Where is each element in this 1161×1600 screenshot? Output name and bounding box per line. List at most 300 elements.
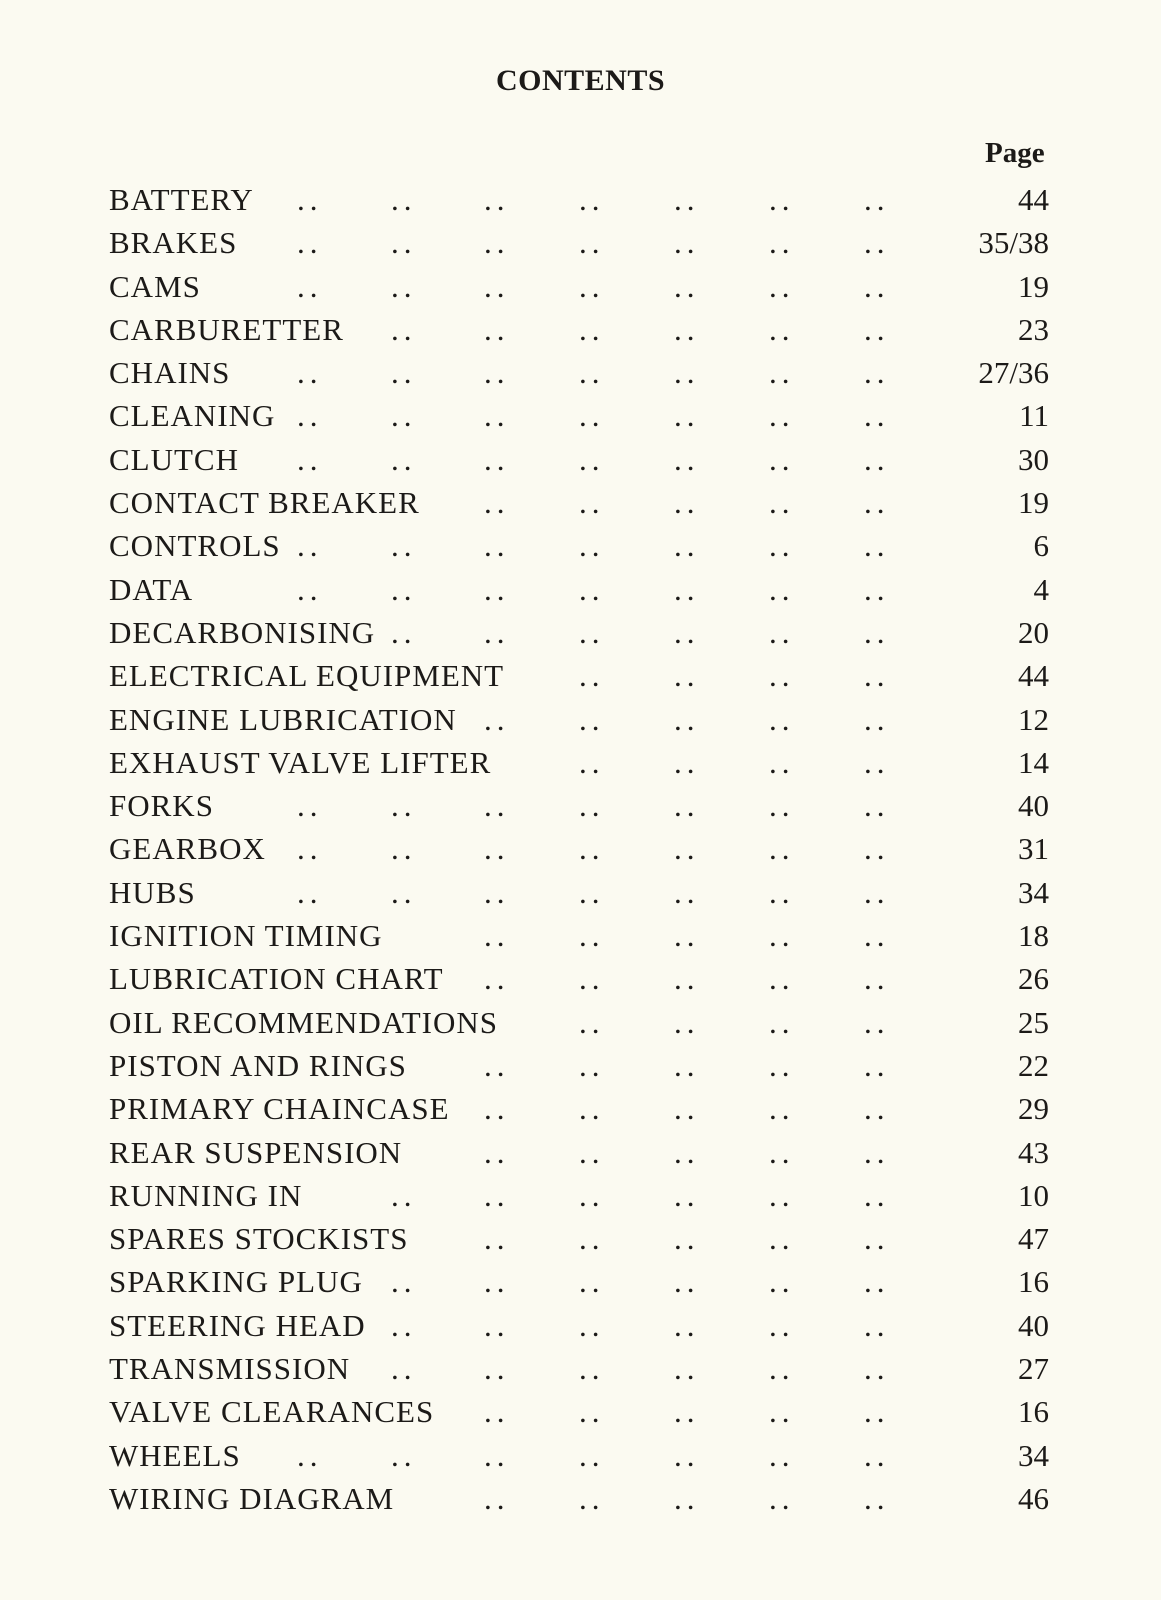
leader-dots: .. (391, 1307, 417, 1343)
leader-dots: .. (864, 441, 890, 477)
dot-leader (109, 1217, 1049, 1260)
contents-entry (109, 1260, 1049, 1303)
entry-page-number: 12 (1018, 701, 1049, 737)
entry-label: WHEELS (109, 1437, 241, 1473)
entry-page-number: 16 (1018, 1394, 1049, 1430)
entry-page-number: 27/36 (978, 355, 1049, 391)
leader-dots: .. (297, 441, 323, 477)
dot-leader (109, 784, 1049, 827)
dot-leader (109, 1434, 1049, 1477)
leader-dots: .. (769, 614, 795, 650)
leader-dots: .. (391, 831, 417, 867)
entry-label: SPARKING PLUG (109, 1264, 363, 1300)
entry-label: PISTON AND RINGS (109, 1047, 407, 1083)
entry-label: BRAKES (109, 225, 238, 261)
leader-dots: .. (769, 225, 795, 261)
leader-dots: .. (864, 398, 890, 434)
leader-dots: .. (579, 961, 605, 997)
entry-label: FORKS (109, 788, 214, 824)
entry-label: ENGINE LUBRICATION (109, 701, 457, 737)
entry-page-number: 43 (1018, 1134, 1049, 1170)
leader-dots: .. (674, 355, 700, 391)
leader-dots: .. (391, 1437, 417, 1473)
dot-leader (109, 827, 1049, 870)
entry-label: CONTROLS (109, 528, 281, 564)
entry-label: CHAINS (109, 355, 231, 391)
dot-leader (109, 1477, 1049, 1520)
leader-dots: .. (769, 571, 795, 607)
dot-leader (109, 1390, 1049, 1433)
leader-dots: .. (864, 1437, 890, 1473)
leader-dots: .. (484, 182, 510, 217)
leader-dots: .. (297, 1437, 323, 1473)
leader-dots: .. (579, 1047, 605, 1083)
leader-dots: .. (484, 1221, 510, 1257)
leader-dots: .. (579, 918, 605, 954)
leader-dots: .. (484, 614, 510, 650)
leader-dots: .. (674, 701, 700, 737)
entry-page-number: 14 (1018, 744, 1049, 780)
leader-dots: .. (674, 1091, 700, 1127)
leader-dots: .. (484, 225, 510, 261)
entry-label: WIRING DIAGRAM (109, 1480, 395, 1516)
leader-dots: .. (484, 528, 510, 564)
entry-page-number: 44 (1018, 658, 1049, 694)
leader-dots: .. (864, 311, 890, 347)
dot-leader (109, 1044, 1049, 1087)
dot-leader (109, 1001, 1049, 1044)
leader-dots: .. (769, 182, 795, 217)
entry-page-number: 18 (1018, 918, 1049, 954)
leader-dots: .. (579, 528, 605, 564)
entry-label: IGNITION TIMING (109, 918, 383, 954)
entry-label: VALVE CLEARANCES (109, 1394, 435, 1430)
contents-entry (109, 611, 1049, 654)
leader-dots: .. (391, 441, 417, 477)
leader-dots: .. (297, 398, 323, 434)
leader-dots: .. (864, 1264, 890, 1300)
entry-label: CONTACT BREAKER (109, 485, 420, 521)
entry-page-number: 34 (1018, 1437, 1049, 1473)
leader-dots: .. (579, 1134, 605, 1170)
leader-dots: .. (864, 485, 890, 521)
leader-dots: .. (864, 1307, 890, 1343)
leader-dots: .. (579, 1394, 605, 1430)
page-column-header: Page (985, 137, 1045, 169)
dot-leader (109, 221, 1049, 264)
leader-dots: .. (484, 1351, 510, 1387)
leader-dots: .. (391, 398, 417, 434)
leader-dots: .. (769, 701, 795, 737)
contents-entry (109, 1217, 1049, 1260)
leader-dots: .. (674, 528, 700, 564)
leader-dots: .. (579, 1437, 605, 1473)
leader-dots: .. (769, 355, 795, 391)
leader-dots: .. (769, 528, 795, 564)
entry-label: CLEANING (109, 398, 276, 434)
entry-page-number: 19 (1018, 485, 1049, 521)
leader-dots: .. (864, 701, 890, 737)
entry-page-number: 6 (1033, 528, 1049, 564)
contents-entry (109, 698, 1049, 741)
leader-dots: .. (864, 225, 890, 261)
contents-entry (109, 481, 1049, 524)
entry-label: SPARES STOCKISTS (109, 1221, 409, 1257)
leader-dots: .. (864, 1134, 890, 1170)
contents-entry (109, 178, 1049, 221)
entry-page-number: 16 (1018, 1264, 1049, 1300)
leader-dots: .. (769, 1480, 795, 1516)
leader-dots: .. (579, 831, 605, 867)
contents-entry (109, 1434, 1049, 1477)
leader-dots: .. (674, 961, 700, 997)
contents-entry (109, 784, 1049, 827)
leader-dots: .. (391, 182, 417, 217)
dot-leader (109, 611, 1049, 654)
leader-dots: .. (769, 1264, 795, 1300)
leader-dots: .. (579, 614, 605, 650)
contents-entry (109, 524, 1049, 567)
leader-dots: .. (484, 1437, 510, 1473)
leader-dots: .. (769, 485, 795, 521)
leader-dots: .. (864, 571, 890, 607)
dot-leader (109, 308, 1049, 351)
leader-dots: .. (674, 1264, 700, 1300)
leader-dots: .. (579, 311, 605, 347)
entry-label: PRIMARY CHAINCASE (109, 1091, 450, 1127)
leader-dots: .. (864, 528, 890, 564)
leader-dots: .. (484, 1394, 510, 1430)
dot-leader (109, 1304, 1049, 1347)
contents-entry (109, 827, 1049, 870)
leader-dots: .. (864, 744, 890, 780)
dot-leader (109, 178, 1049, 221)
dot-leader (109, 1260, 1049, 1303)
contents-entry (109, 1390, 1049, 1433)
entry-page-number: 26 (1018, 961, 1049, 997)
leader-dots: .. (674, 658, 700, 694)
leader-dots: .. (579, 744, 605, 780)
leader-dots: .. (484, 1307, 510, 1343)
entry-label: EXHAUST VALVE LIFTER (109, 744, 492, 780)
leader-dots: .. (864, 1177, 890, 1213)
leader-dots: .. (864, 182, 890, 217)
contents-entry (109, 1044, 1049, 1087)
leader-dots: .. (769, 1351, 795, 1387)
dot-leader (109, 524, 1049, 567)
leader-dots: .. (864, 1004, 890, 1040)
leader-dots: .. (769, 441, 795, 477)
leader-dots: .. (674, 1221, 700, 1257)
leader-dots: .. (297, 831, 323, 867)
leader-dots: .. (579, 1091, 605, 1127)
leader-dots: .. (864, 1047, 890, 1083)
contents-entry (109, 568, 1049, 611)
leader-dots: .. (391, 874, 417, 910)
leader-dots: .. (674, 1480, 700, 1516)
dot-leader (109, 265, 1049, 308)
leader-dots: .. (769, 1437, 795, 1473)
leader-dots: .. (674, 1351, 700, 1387)
leader-dots: .. (769, 1134, 795, 1170)
entry-page-number: 19 (1018, 268, 1049, 304)
entry-page-number: 11 (1019, 398, 1049, 434)
leader-dots: .. (769, 1307, 795, 1343)
entry-page-number: 20 (1018, 614, 1049, 650)
entry-page-number: 31 (1018, 831, 1049, 867)
contents-entry (109, 957, 1049, 1000)
leader-dots: .. (769, 311, 795, 347)
leader-dots: .. (674, 1437, 700, 1473)
leader-dots: .. (769, 744, 795, 780)
leader-dots: .. (864, 355, 890, 391)
leader-dots: .. (484, 961, 510, 997)
leader-dots: .. (484, 874, 510, 910)
leader-dots: .. (769, 658, 795, 694)
leader-dots: .. (769, 1177, 795, 1213)
entry-label: STEERING HEAD (109, 1307, 366, 1343)
leader-dots: .. (579, 788, 605, 824)
leader-dots: .. (391, 1177, 417, 1213)
entry-label: LUBRICATION CHART (109, 961, 444, 997)
dot-leader (109, 914, 1049, 957)
contents-entry (109, 265, 1049, 308)
entry-page-number: 35/38 (978, 225, 1049, 261)
leader-dots: .. (391, 268, 417, 304)
leader-dots: .. (297, 225, 323, 261)
dot-leader (109, 351, 1049, 394)
contents-entry (109, 654, 1049, 697)
leader-dots: .. (769, 398, 795, 434)
leader-dots: .. (297, 571, 323, 607)
leader-dots: .. (484, 268, 510, 304)
contents-entry (109, 914, 1049, 957)
contents-entry (109, 741, 1049, 784)
leader-dots: .. (391, 1351, 417, 1387)
leader-dots: .. (864, 1351, 890, 1387)
contents-entry (109, 438, 1049, 481)
entry-page-number: 23 (1018, 311, 1049, 347)
leader-dots: .. (484, 1264, 510, 1300)
entry-label: CLUTCH (109, 441, 239, 477)
contents-entry (109, 1174, 1049, 1217)
dot-leader (109, 871, 1049, 914)
entry-label: DATA (109, 571, 194, 607)
contents-entry (109, 1304, 1049, 1347)
leader-dots: .. (297, 528, 323, 564)
leader-dots: .. (769, 1004, 795, 1040)
leader-dots: .. (864, 614, 890, 650)
leader-dots: .. (484, 1480, 510, 1516)
page-title: CONTENTS (495, 64, 666, 97)
leader-dots: .. (864, 658, 890, 694)
leader-dots: .. (674, 918, 700, 954)
contents-entry (109, 1087, 1049, 1130)
dot-leader (109, 654, 1049, 697)
leader-dots: .. (579, 1221, 605, 1257)
leader-dots: .. (484, 1177, 510, 1213)
leader-dots: .. (864, 918, 890, 954)
entry-label: OIL RECOMMENDATIONS (109, 1004, 498, 1040)
leader-dots: .. (674, 744, 700, 780)
entry-page-number: 40 (1018, 1307, 1049, 1343)
leader-dots: .. (864, 268, 890, 304)
leader-dots: .. (484, 918, 510, 954)
leader-dots: .. (484, 1091, 510, 1127)
leader-dots: .. (674, 1004, 700, 1040)
leader-dots: .. (484, 571, 510, 607)
leader-dots: .. (674, 1047, 700, 1083)
entry-label: CAMS (109, 268, 201, 304)
leader-dots: .. (864, 961, 890, 997)
leader-dots: .. (674, 268, 700, 304)
contents-list (109, 178, 1049, 1520)
leader-dots: .. (484, 831, 510, 867)
leader-dots: .. (769, 918, 795, 954)
leader-dots: .. (769, 1394, 795, 1430)
contents-entry (109, 221, 1049, 264)
entry-page-number: 10 (1018, 1177, 1049, 1213)
contents-entry (109, 1477, 1049, 1520)
entry-label: ELECTRICAL EQUIPMENT (109, 658, 505, 694)
contents-entry (109, 308, 1049, 351)
leader-dots: .. (484, 1134, 510, 1170)
dot-leader (109, 1131, 1049, 1174)
entry-page-number: 30 (1018, 441, 1049, 477)
leader-dots: .. (297, 268, 323, 304)
leader-dots: .. (579, 1177, 605, 1213)
leader-dots: .. (674, 1134, 700, 1170)
leader-dots: .. (674, 614, 700, 650)
leader-dots: .. (769, 831, 795, 867)
leader-dots: .. (674, 1394, 700, 1430)
contents-entry (109, 351, 1049, 394)
entry-page-number: 4 (1033, 571, 1049, 607)
leader-dots: .. (484, 355, 510, 391)
contents-entry (109, 871, 1049, 914)
leader-dots: .. (674, 831, 700, 867)
dot-leader (109, 568, 1049, 611)
dot-leader (109, 957, 1049, 1000)
leader-dots: .. (674, 441, 700, 477)
leader-dots: .. (579, 398, 605, 434)
dot-leader (109, 698, 1049, 741)
leader-dots: .. (864, 788, 890, 824)
leader-dots: .. (769, 1047, 795, 1083)
leader-dots: .. (484, 1047, 510, 1083)
leader-dots: .. (674, 571, 700, 607)
leader-dots: .. (579, 1307, 605, 1343)
dot-leader (109, 394, 1049, 437)
leader-dots: .. (579, 571, 605, 607)
leader-dots: .. (864, 1394, 890, 1430)
leader-dots: .. (579, 701, 605, 737)
entry-page-number: 34 (1018, 874, 1049, 910)
leader-dots: .. (297, 874, 323, 910)
leader-dots: .. (391, 225, 417, 261)
leader-dots: .. (769, 268, 795, 304)
entry-label: RUNNING IN (109, 1177, 303, 1213)
leader-dots: .. (769, 961, 795, 997)
leader-dots: .. (391, 1264, 417, 1300)
leader-dots: .. (391, 571, 417, 607)
leader-dots: .. (769, 1221, 795, 1257)
leader-dots: .. (579, 1351, 605, 1387)
contents-entry (109, 1347, 1049, 1390)
entry-label: TRANSMISSION (109, 1351, 351, 1387)
leader-dots: .. (674, 874, 700, 910)
leader-dots: .. (579, 658, 605, 694)
leader-dots: .. (579, 441, 605, 477)
entry-label: CARBURETTER (109, 311, 344, 347)
leader-dots: .. (391, 528, 417, 564)
leader-dots: .. (864, 1091, 890, 1127)
dot-leader (109, 741, 1049, 784)
dot-leader (109, 438, 1049, 481)
leader-dots: .. (297, 182, 323, 217)
leader-dots: .. (674, 182, 700, 217)
leader-dots: .. (484, 311, 510, 347)
entry-page-number: 44 (1018, 182, 1049, 217)
entry-label: REAR SUSPENSION (109, 1134, 403, 1170)
leader-dots: .. (579, 1480, 605, 1516)
leader-dots: .. (391, 355, 417, 391)
leader-dots: .. (579, 1004, 605, 1040)
leader-dots: .. (864, 1480, 890, 1516)
dot-leader (109, 1347, 1049, 1390)
leader-dots: .. (674, 1307, 700, 1343)
entry-page-number: 47 (1018, 1221, 1049, 1257)
leader-dots: .. (769, 874, 795, 910)
entry-page-number: 27 (1018, 1351, 1049, 1387)
leader-dots: .. (391, 614, 417, 650)
leader-dots: .. (579, 1264, 605, 1300)
entry-label: HUBS (109, 874, 196, 910)
leader-dots: .. (484, 788, 510, 824)
leader-dots: .. (674, 788, 700, 824)
leader-dots: .. (769, 788, 795, 824)
leader-dots: .. (484, 485, 510, 521)
leader-dots: .. (674, 311, 700, 347)
entry-page-number: 40 (1018, 788, 1049, 824)
dot-leader (109, 1087, 1049, 1130)
leader-dots: .. (391, 311, 417, 347)
leader-dots: .. (674, 225, 700, 261)
leader-dots: .. (484, 701, 510, 737)
leader-dots: .. (579, 355, 605, 391)
leader-dots: .. (579, 485, 605, 521)
leader-dots: .. (579, 268, 605, 304)
contents-entry (109, 1131, 1049, 1174)
leader-dots: .. (674, 398, 700, 434)
leader-dots: .. (579, 874, 605, 910)
entry-page-number: 25 (1018, 1004, 1049, 1040)
entry-page-number: 29 (1018, 1091, 1049, 1127)
leader-dots: .. (484, 398, 510, 434)
contents-entry (109, 1001, 1049, 1044)
leader-dots: .. (674, 485, 700, 521)
leader-dots: .. (864, 831, 890, 867)
leader-dots: .. (864, 874, 890, 910)
leader-dots: .. (674, 1177, 700, 1213)
entry-page-number: 22 (1018, 1047, 1049, 1083)
dot-leader (109, 481, 1049, 524)
leader-dots: .. (297, 355, 323, 391)
leader-dots: .. (579, 182, 605, 217)
leader-dots: .. (864, 1221, 890, 1257)
entry-page-number: 46 (1018, 1480, 1049, 1516)
leader-dots: .. (297, 788, 323, 824)
